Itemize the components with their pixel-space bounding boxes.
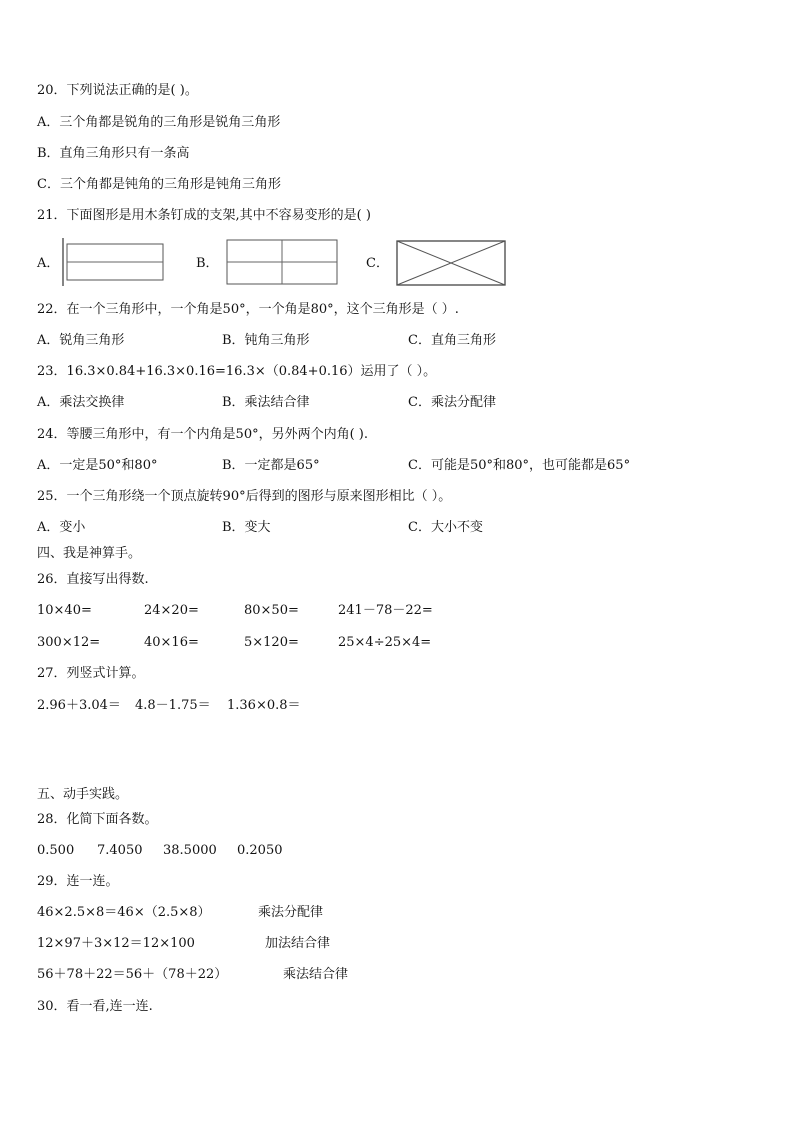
q23-stem: 23．16.3×0.84+16.3×0.16=16.3×（0.84+0.16）运用了（ ）。	[37, 364, 437, 379]
q24-option-a: A．一定是50°和80°	[37, 458, 158, 473]
q26-stem: 26．直接写出得数.	[37, 572, 149, 587]
q28-number: 0.2050	[237, 843, 283, 858]
q25-option-c: C．大小不变	[408, 520, 483, 535]
q21-option-c-label: C．	[366, 256, 389, 271]
q20-option-a: A．三个角都是锐角的三角形是锐角三角形	[37, 115, 281, 130]
q22-option-a: A．锐角三角形	[37, 333, 125, 348]
q29-stem: 29．连一连。	[37, 874, 119, 889]
q29-right-item: 乘法结合律	[283, 967, 349, 982]
q26-expr: 25×4÷25×4=	[338, 635, 432, 650]
q23-option-c: C．乘法分配律	[408, 395, 496, 410]
q28-number: 0.500	[37, 843, 75, 858]
q28-number: 38.5000	[163, 843, 217, 858]
q23-option-a: A．乘法交换律	[37, 395, 125, 410]
q24-stem: 24．等腰三角形中，有一个内角是50°，另外两个内角( ).	[37, 427, 368, 442]
q24-option-c: C．可能是50°和80°，也可能都是65°	[408, 458, 631, 473]
q27-expr: 4.8－1.75＝	[135, 698, 211, 713]
q23-option-b: B．乘法结合律	[222, 395, 310, 410]
q22-stem: 22．在一个三角形中，一个角是50°，一个角是80°，这个三角形是（ ）.	[37, 302, 459, 317]
q20-stem: 20．下列说法正确的是( )。	[37, 83, 198, 98]
q26-expr: 24×20=	[144, 603, 199, 618]
q26-expr: 241－78－22=	[338, 603, 433, 618]
q22-option-b: B．钝角三角形	[222, 333, 310, 348]
section-4-title: 四、我是神算手。	[37, 546, 142, 561]
q26-expr: 80×50=	[244, 603, 299, 618]
q28-number: 7.4050	[97, 843, 143, 858]
q20-option-c: C．三个角都是钝角的三角形是钝角三角形	[37, 177, 281, 192]
q21-stem: 21．下面图形是用木条钉成的支架,其中不容易变形的是( )	[37, 208, 371, 223]
q29-left-item: 46×2.5×8＝46×（2.5×8）	[37, 905, 211, 920]
q26-expr: 300×12=	[37, 635, 101, 650]
q21-option-a-label: A．	[37, 256, 60, 271]
q21-figure-a	[60, 236, 166, 288]
q22-option-c: C．直角三角形	[408, 333, 496, 348]
q26-expr: 40×16=	[144, 635, 199, 650]
q29-left-item: 12×97＋3×12＝12×100	[37, 936, 195, 951]
q27-stem: 27．列竖式计算。	[37, 666, 145, 681]
q29-right-item: 加法结合律	[265, 936, 331, 951]
q20-option-b: B．直角三角形只有一条高	[37, 146, 190, 161]
q29-right-item: 乘法分配律	[258, 905, 324, 920]
q21-option-b-label: B．	[196, 256, 219, 271]
q21-figure-b	[225, 238, 339, 286]
q27-expr: 2.96＋3.04＝	[37, 698, 121, 713]
q25-stem: 25．一个三角形绕一个顶点旋转90°后得到的图形与原来图形相比（ ）。	[37, 489, 452, 504]
q25-option-b: B．变大	[222, 520, 271, 535]
q24-option-b: B．一定都是65°	[222, 458, 320, 473]
q25-option-a: A．变小	[37, 520, 86, 535]
q29-left-item: 56＋78＋22＝56＋（78＋22）	[37, 967, 228, 982]
section-5-title: 五、动手实践。	[37, 787, 129, 802]
q26-expr: 5×120=	[244, 635, 299, 650]
q28-stem: 28．化简下面各数。	[37, 812, 158, 827]
q27-expr: 1.36×0.8＝	[227, 698, 301, 713]
q21-figure-c	[395, 239, 507, 287]
q30-stem: 30．看一看,连一连.	[37, 999, 153, 1014]
q26-expr: 10×40=	[37, 603, 92, 618]
